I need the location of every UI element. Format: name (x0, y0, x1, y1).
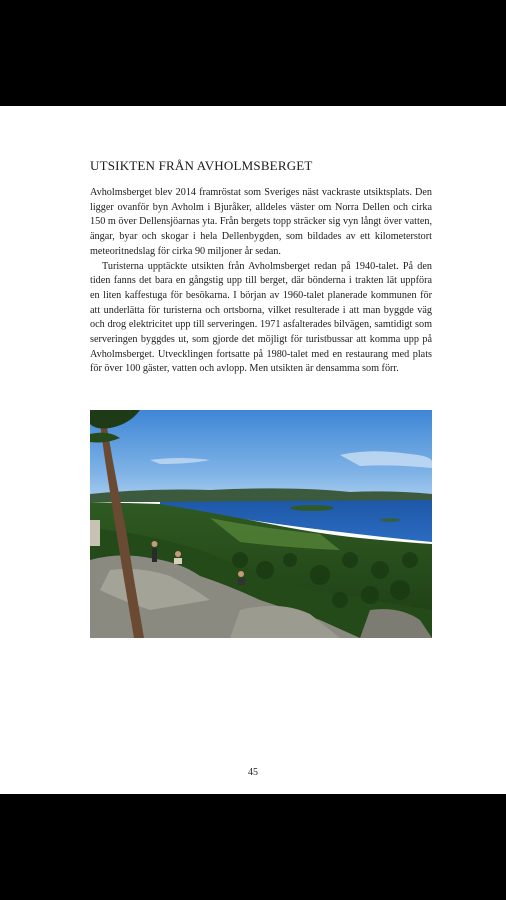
paragraph-1: Avholmsberget blev 2014 framröstat som Sveriges näst vackraste utsiktsplats. Den ligger ovanför byn Avholm i Bjuråker, alldeles väster om Norra Dellen och cirka 150 m över Dellensjöarnas yta. Från bergets topp sträcker sig vyn långt över vatten, ängar, byar och skogar i hela Dellenbygden, som bildades av ett kilometerstort meteoritnedslag för cirka 90 miljoner år sedan. (90, 187, 432, 257)
page-number: 45 (248, 767, 258, 778)
landscape-photo (90, 410, 432, 638)
landscape-photo-illustration (90, 410, 432, 638)
body-text (90, 186, 432, 377)
paragraph-2: Turisterna upptäckte utsikten från Avholmsberget redan på 1940-talet. På den tiden fanns det bara en gångstig upp till berget, där bönderna i trakten lät uppföra en liten kaffestuga för besökarna. I början av 1960-talet planerade kommunen för att underlätta för turisterna och ortsborna, vilket resulterade i att man byggde väg och drog elektricitet upp till serveringen. 1971 asfalterades bilvägen, samtidigt som serveringen byggdes ut, som gjorde det möjligt för turistbussar att komma upp på Avholmsberget. Utvecklingen fortsatte på 1980-talet med en restaurang med plats för över 100 gäster, vatten och avlopp. Men utsikten är densamma som förr. (90, 260, 432, 375)
book-page (0, 106, 506, 794)
page-title: UTSIKTEN FRÅN AVHOLMSBERGET (90, 158, 313, 173)
